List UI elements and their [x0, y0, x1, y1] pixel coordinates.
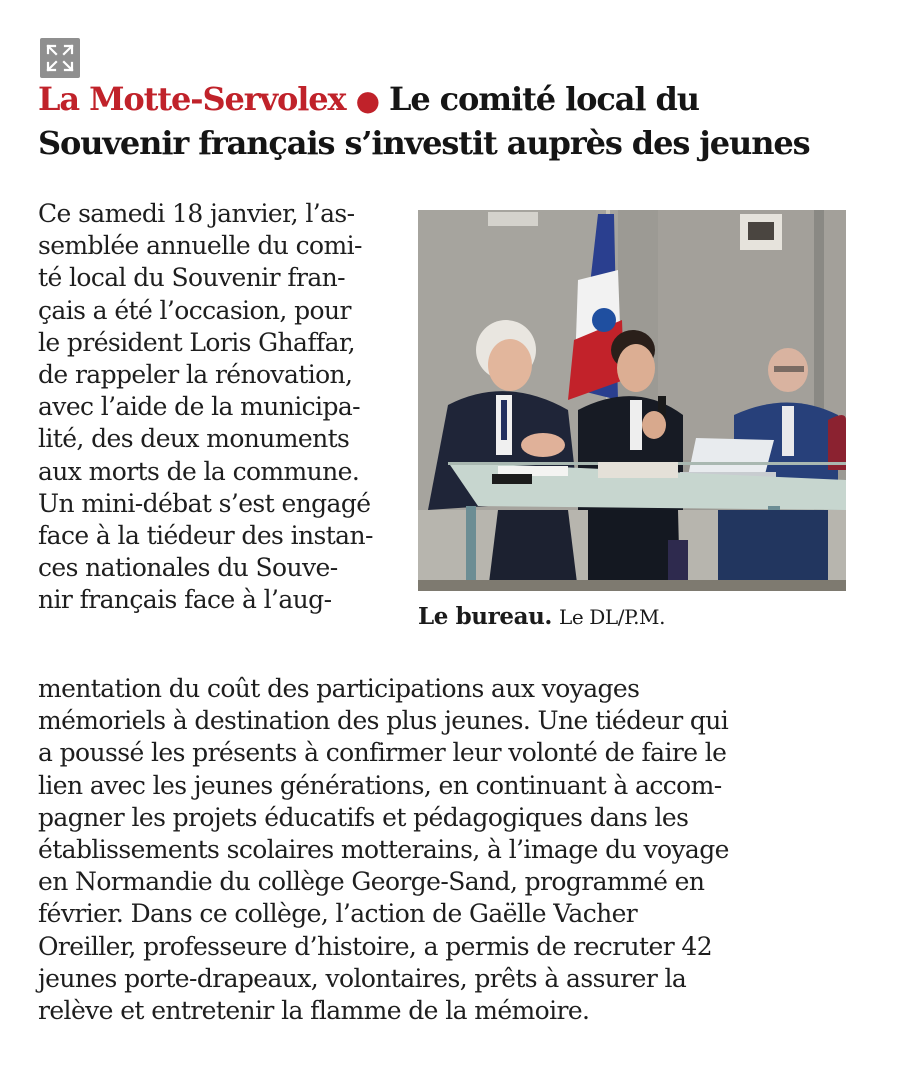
article-body-column: [38, 198, 416, 617]
article-headline: [38, 78, 898, 165]
body-line: semblée annuelle du comi-: [38, 231, 362, 261]
article-body-full-width: [38, 673, 898, 1027]
body-line: en Normandie du collège George-Sand, programmé en: [38, 867, 705, 897]
body-line: a poussé les présents à confirmer leur volonté de faire le: [38, 738, 727, 768]
body-line: Ce samedi 18 janvier, l’as-: [38, 199, 355, 228]
body-line: établissements scolaires motterains, à l’image du voyage: [38, 835, 729, 865]
body-line: pagner les projets éducatifs et pédagogiques dans les: [38, 802, 689, 832]
body-line: le président Loris Ghaffar,: [38, 327, 355, 357]
caption-title: Le bureau.: [418, 603, 553, 630]
body-line: ces nationales du Souve-: [38, 553, 338, 583]
headline-title-line1: Le comité local du: [388, 80, 699, 118]
headline-title-line2: Souvenir français s’investit auprès des jeunes: [38, 124, 810, 162]
headline-bullet: ●: [355, 84, 379, 117]
headline-location: La Motte-Servolex: [38, 80, 346, 118]
body-line: nir français face à l’aug-: [38, 585, 332, 615]
body-line: mémoriels à destination des plus jeunes. Une tiédeur qui: [38, 706, 729, 736]
photo-of-committee-bureau: [418, 210, 846, 591]
expand-icon: [44, 42, 76, 74]
article-photo: [418, 210, 846, 591]
body-line: de rappeler la rénovation,: [38, 360, 353, 390]
body-line: février. Dans ce collège, l’action de Gaëlle Vacher: [38, 899, 638, 929]
body-line: lité, des deux monuments: [38, 424, 350, 454]
body-line: çais a été l’occasion, pour: [38, 295, 351, 325]
expand-button[interactable]: [40, 38, 80, 78]
photo-caption: [418, 602, 665, 632]
body-line: face à la tiédeur des instan-: [38, 521, 373, 551]
caption-credit: Le DL/P.M.: [558, 605, 666, 629]
body-line: lien avec les jeunes générations, en continuant à accom-: [38, 770, 722, 800]
body-line: aux morts de la commune.: [38, 456, 360, 486]
body-line: jeunes porte-drapeaux, volontaires, prêts à assurer la: [38, 963, 687, 993]
body-line: relève et entretenir la flamme de la mémoire.: [38, 996, 590, 1026]
body-line: Un mini-débat s’est engagé: [38, 488, 371, 518]
body-line: avec l’aide de la municipa-: [38, 392, 361, 422]
body-line: Oreiller, professeure d’histoire, a permis de recruter 42: [38, 931, 713, 961]
body-line: té local du Souvenir fran-: [38, 263, 345, 293]
body-line: mentation du coût des participations aux voyages: [38, 674, 640, 703]
